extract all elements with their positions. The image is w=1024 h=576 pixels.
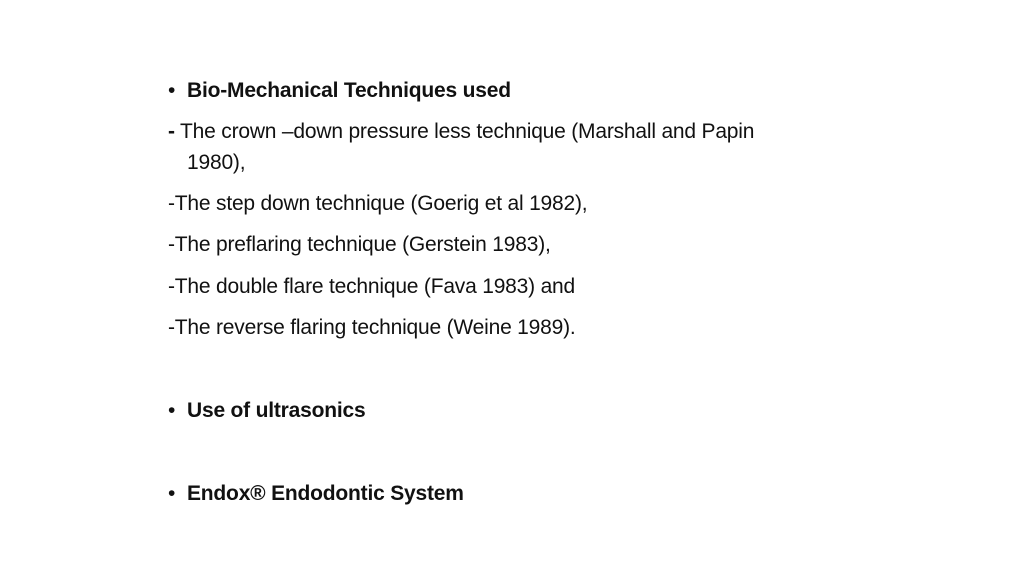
heading-biomechanical-techniques: Bio-Mechanical Techniques used [187,79,511,102]
bullet-heading-biomechanical [168,78,511,104]
heading-endox-system: Endox® Endodontic System [187,482,464,505]
technique-reverse-flaring: -The reverse flaring technique (Weine 1989). [168,316,576,339]
bullet-icon: • [168,399,176,422]
technique-crown-down [168,119,754,145]
bullet-icon: • [168,79,176,102]
technique-double-flare: -The double flare technique (Fava 1983) and [168,275,576,298]
technique-crown-down-text: The crown –down pressure less technique (Marshall and Papin [174,120,755,143]
bullet-icon: • [168,482,176,505]
technique-crown-down-continuation: 1980), [187,151,246,174]
heading-use-of-ultrasonics: Use of ultrasonics [187,399,366,422]
technique-preflaring: -The preflaring technique (Gerstein 1983), [168,233,551,256]
bullet-heading-ultrasonics [168,398,365,424]
dash-prefix: - [168,120,175,143]
technique-step-down: -The step down technique (Goerig et al 1982), [168,192,588,215]
bullet-heading-endox [168,481,464,507]
